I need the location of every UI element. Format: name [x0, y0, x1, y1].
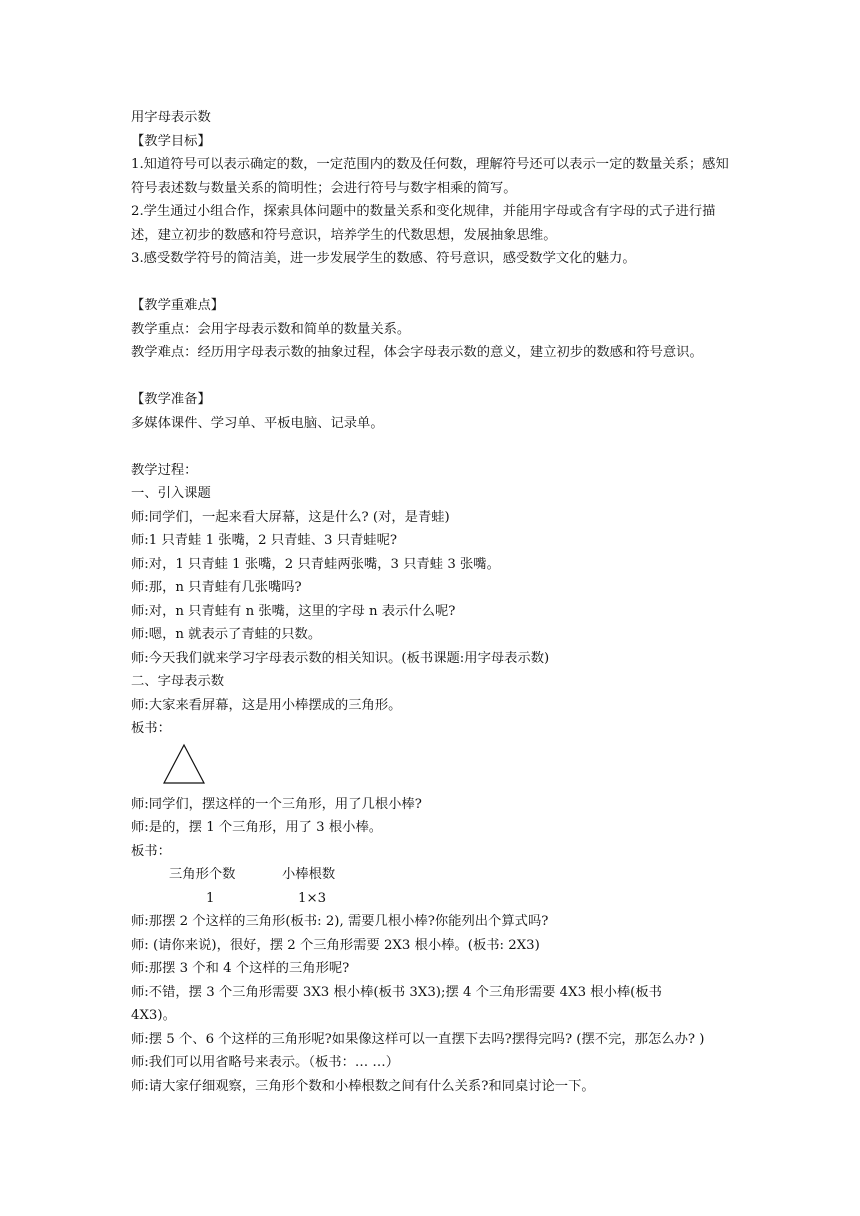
paragraph: 师:对，n 只青蛙有 n 张嘴，这里的字母 n 表示什么呢?: [131, 603, 456, 619]
paragraph: 师:那，n 只青蛙有几张嘴吗?: [131, 580, 302, 595]
spacer: [131, 435, 731, 459]
spacer: [131, 271, 731, 295]
goals-heading: 【教学目标】: [131, 133, 211, 149]
key-point: 教学重点：会用字母表示数和简单的数量关系。: [131, 321, 411, 337]
triangle-icon: [162, 743, 206, 785]
section-1-heading: 一、引入课题: [131, 486, 211, 501]
paragraph: 师: (请你来说)，很好，摆 2 个三角形需要 2X3 根小棒。(板书: 2X3): [131, 937, 540, 953]
paragraph: 师:今天我们就来学习字母表示数的相关知识。(板书课题:用字母表示数): [131, 650, 550, 666]
paragraph: 师:请大家仔细观察，三角形个数和小棒根数之间有什么关系?和同桌讨论一下。: [131, 1078, 595, 1094]
col-triangle-count-header: 三角形个数: [169, 867, 236, 882]
paragraph: 师:同学们，摆这样的一个三角形，用了几根小棒?: [131, 796, 422, 812]
doc-title: 用字母表示数: [131, 110, 211, 125]
triangle-figure: [131, 741, 731, 793]
goal-1: 1.知道符号可以表示确定的数，一定范围内的数及任何数，理解符号还可以表示一定的数量关系；感知符号表述数与数量关系的简明性；会进行符号与数字相乘的简写。: [131, 157, 729, 196]
paragraph: 师:是的，摆 1 个三角形，用了 3 根小棒。: [131, 820, 383, 835]
goal-2: 2.学生通过小组合作，探索具体问题中的数量关系和变化规律，并能用字母或含有字母的式子进行描述，建立初步的数感和符号意识，培养学生的代数思想，发展抽象思维。: [131, 204, 716, 243]
document-body: [131, 106, 731, 1098]
board-label: 板书：: [131, 843, 171, 859]
board-table-header: [131, 863, 731, 887]
paragraph: 师:大家来看屏幕，这是用小棒摆成的三角形。: [131, 697, 402, 713]
paragraph: 师:我们可以用省略号来表示。（板书：… …）: [131, 1055, 399, 1070]
paragraph: 师:不错，摆 3 个三角形需要 3X3 根小棒(板书 3X3);摆 4 个三角形需要 4X3 根小棒(板书 4X3)。: [131, 984, 662, 1023]
paragraph: 师:摆 5 个、6 个这样的三角形呢?如果像这样可以一直摆下去吗?摆得完吗? (摆不完，那怎么办? ): [131, 1031, 705, 1047]
prep-heading: 【教学准备】: [131, 392, 211, 407]
spacer: [131, 365, 731, 389]
board-label: 板书：: [131, 721, 171, 736]
paragraph: 师:同学们，一起来看大屏幕，这是什么? (对，是青蛙): [131, 509, 450, 525]
goal-3: 3.感受数学符号的简洁美，进一步发展学生的数感、符号意识，感受数学文化的魅力。: [131, 251, 636, 266]
col-stick-count-value: 1×3: [298, 890, 327, 906]
paragraph: 师:那摆 2 个这样的三角形(板书: 2), 需要几根小棒?你能列出个算式吗?: [131, 914, 549, 929]
prep-text: 多媒体课件、学习单、平板电脑、记录单。: [131, 415, 384, 431]
difficult-point: 教学难点：经历用字母表示数的抽象过程，体会字母表示数的意义，建立初步的数感和符号意识。: [131, 345, 703, 360]
paragraph: 师:1 只青蛙 1 张嘴，2 只青蛙、3 只青蛙呢?: [131, 533, 398, 548]
board-table-row: [131, 887, 731, 911]
section-2-heading: 二、字母表示数: [131, 674, 225, 689]
col-stick-count-header: 小棒根数: [282, 867, 336, 882]
paragraph: 师:那摆 3 个和 4 个这样的三角形呢?: [131, 961, 350, 976]
paragraph: 师:嗯，n 就表示了青蛙的只数。: [131, 627, 322, 642]
col-triangle-count-value: 1: [206, 890, 215, 906]
process-heading: 教学过程：: [131, 462, 198, 478]
paragraph: 师:对，1 只青蛙 1 张嘴，2 只青蛙两张嘴，3 只青蛙 3 张嘴。: [131, 556, 500, 572]
key-heading: 【教学重难点】: [131, 298, 225, 313]
